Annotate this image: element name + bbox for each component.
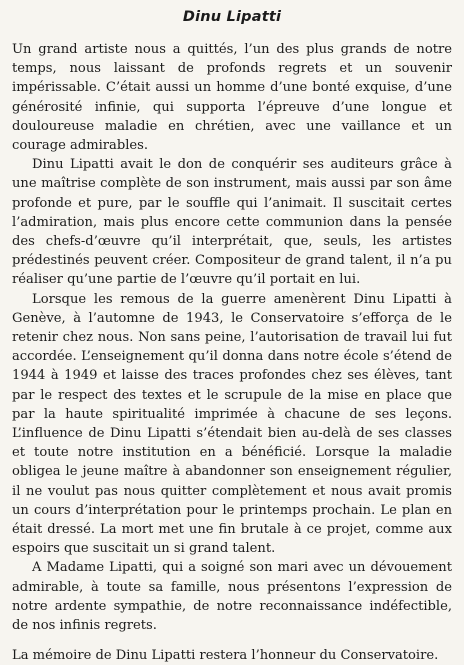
paragraph-2: Dinu Lipatti avait le don de conquérir ses auditeurs grâce à une maîtrise complète de son instrument, mais aussi par son âme profonde et pure, par le souffle qui l’animait. Il suscitait certes l’admiration, mais plus encore cette communion dans la pensée des chefs-d’œuvre qu’il interprétait, que, seuls, les artistes prédestinés peuvent créer. Compositeur de grand talent, il n’a pu réaliser qu’une partie de l’œuvre qu’il portait en lui. (12, 157, 452, 288)
closing-line: La mémoire de Dinu Lipatti restera l’honneur du Conservatoire. (12, 648, 439, 664)
paragraph-4: A Madame Lipatti, qui a soigné son mari avec un dévouement admirable, à toute sa famille, nous présentons l’expression de notre ardente sympathie, de notre reconnaissance indéfectible, de nos infinis regrets. (12, 560, 452, 634)
paragraph-3: Lorsque les remous de la guerre amenèrent Dinu Lipatti à Genève, à l’automne de 1943, le Conservatoire s’efforça de le retenir chez nous. Non sans peine, l’autorisation de travail lui fut accordée. L’enseignement qu’il donna dans notre école s’étend de 1944 à 1949 et laisse des traces profondes chez ses élèves, tant par le respect des textes et le scrupule de la mise en place que par la haute spiritualité imprimée à chacune de ses leçons. L’influence de Dinu Lipatti s’étendait bien au-delà de ses classes et toute notre institution en a bénéficié. Lorsque la maladie obligea le jeune maître à abandonner son enseignement régulier, il ne voulut pas nous quitter complètement et nous avait promis un cours d’interprétation pour le printemps prochain. Le plan en était dressé. La mort met une fin brutale à ce projet, comme aux espoirs que suscitait un si grand talent. (12, 291, 452, 557)
paragraph-1: Un grand artiste nous a quittés, l’un des plus grands de notre temps, nous laissant de profonds regrets et un souvenir impérissable. C’était aussi un homme d’une bonté exquise, d’une générosité infinie, qui supporta l’épreuve d’une longue et douloureuse maladie en chrétien, avec une vaillance et un courage admirables. (12, 42, 452, 154)
page-title: Dinu Lipatti (182, 9, 282, 25)
